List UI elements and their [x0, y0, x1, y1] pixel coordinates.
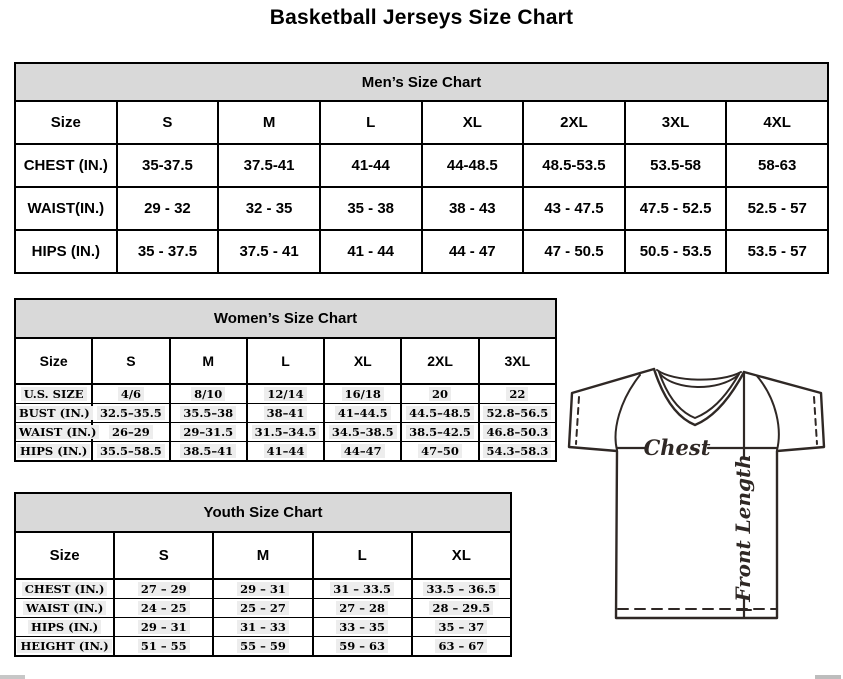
measurement-cell — [479, 442, 556, 462]
measurement-value: 44–47 — [341, 444, 385, 458]
measurement-value: 35 - 37.5 — [137, 243, 198, 260]
measurement-value: 31.5–34.5 — [252, 425, 320, 439]
measurement-value: 33.5 – 36.5 — [423, 582, 499, 596]
measurement-value: 33 – 35 — [336, 620, 388, 634]
measurement-cell — [324, 404, 401, 423]
size-column-header: M — [218, 101, 320, 144]
size-column-header: XL — [422, 101, 524, 144]
measurement-value: 50.5 - 53.5 — [639, 243, 712, 260]
armhole-seam-left — [616, 375, 640, 450]
measurement-cell — [401, 442, 478, 462]
measurement-cell — [170, 442, 247, 462]
measurement-row — [15, 442, 556, 462]
measurement-cell — [117, 230, 219, 273]
measurement-value: 63 – 67 — [435, 639, 487, 653]
measurement-value: 29–31.5 — [180, 425, 236, 439]
measurement-cell — [412, 618, 511, 637]
measurement-value: 44.5–48.5 — [406, 406, 474, 420]
horizontal-scrollbar-thumb-left[interactable] — [0, 675, 25, 679]
measurement-cell — [401, 404, 478, 423]
measurement-cell — [218, 230, 320, 273]
measurement-label-text: CHEST (IN.) — [22, 582, 108, 596]
measurement-value: 41-44 — [351, 157, 390, 174]
measurement-label — [15, 579, 114, 599]
measurement-label-text: HEIGHT (IN.) — [17, 639, 111, 653]
table-title-band — [15, 63, 828, 101]
measurement-value: 35 – 37 — [435, 620, 487, 634]
measurement-cell — [412, 579, 511, 599]
measurement-value: 38–41 — [264, 406, 308, 420]
measurement-value: 35.5–38 — [180, 406, 236, 420]
measurement-cell — [117, 187, 219, 230]
measurement-value: 31 – 33.5 — [330, 582, 394, 596]
measurement-cell — [313, 599, 412, 618]
measurement-value: 12/14 — [264, 387, 306, 401]
size-label-header: Size — [15, 101, 117, 144]
measurement-value: 51 – 55 — [138, 639, 190, 653]
measurement-cell — [422, 230, 524, 273]
measurement-value: 31 – 33 — [237, 620, 289, 634]
measurement-value: 32 - 35 — [245, 200, 293, 217]
measurement-value: 24 – 25 — [138, 601, 190, 615]
measurement-value: 43 - 47.5 — [544, 200, 604, 217]
measurement-label — [15, 618, 114, 637]
measurement-value: 54.3–58.3 — [483, 444, 551, 458]
measurement-cell — [218, 187, 320, 230]
table-title-band — [15, 299, 556, 338]
size-column-header: L — [247, 338, 324, 384]
size-column-header: S — [114, 532, 213, 579]
measurement-value: 32.5–35.5 — [97, 406, 165, 420]
measurement-value: 44 - 47 — [448, 243, 496, 260]
measurement-label-text: U.S. SIZE — [21, 387, 87, 401]
measurement-label — [15, 187, 117, 230]
measurement-cell — [213, 637, 312, 657]
measurement-cell — [170, 404, 247, 423]
measurement-label-text: CHEST (IN.) — [23, 157, 108, 174]
size-column-header: S — [117, 101, 219, 144]
measurement-cell — [213, 618, 312, 637]
measurement-cell — [320, 187, 422, 230]
measurement-cell — [401, 384, 478, 404]
measurement-value: 8/10 — [191, 387, 225, 401]
size-header-row — [15, 338, 556, 384]
youth-table-title: Youth Size Chart — [15, 493, 511, 532]
youth-size-table — [14, 492, 512, 657]
measurement-cell — [313, 579, 412, 599]
measurement-value: 38.5–41 — [180, 444, 236, 458]
size-column-header: 2XL — [523, 101, 625, 144]
measurement-value: 47 - 50.5 — [544, 243, 604, 260]
size-column-header: XL — [324, 338, 401, 384]
measurement-value: 34.5–38.5 — [329, 425, 397, 439]
measurement-label-text: WAIST (IN.) — [23, 601, 106, 615]
measurement-cell — [170, 423, 247, 442]
size-column-header: 4XL — [726, 101, 828, 144]
measurement-value: 29 – 31 — [237, 582, 289, 596]
measurement-row — [15, 637, 511, 657]
measurement-label — [15, 404, 92, 423]
mens-size-table — [14, 62, 829, 274]
size-column-header: M — [213, 532, 312, 579]
measurement-cell — [726, 187, 828, 230]
measurement-cell — [523, 144, 625, 187]
measurement-cell — [324, 384, 401, 404]
jersey-measurement-diagram — [556, 360, 841, 628]
measurement-cell — [726, 230, 828, 273]
measurement-cell — [479, 404, 556, 423]
measurement-cell — [114, 599, 213, 618]
horizontal-scrollbar-thumb-right[interactable] — [815, 675, 841, 679]
measurement-value: 38 - 43 — [448, 200, 496, 217]
measurement-value: 55 – 59 — [237, 639, 289, 653]
measurement-value: 20 — [429, 387, 451, 401]
measurement-cell — [92, 423, 169, 442]
measurement-label — [15, 637, 114, 657]
measurement-cell — [92, 404, 169, 423]
measurement-value: 22 — [506, 387, 528, 401]
measurement-cell — [324, 442, 401, 462]
size-header-row — [15, 101, 828, 144]
cuff-stitch-left-icon — [576, 397, 579, 444]
size-label-header: Size — [15, 338, 92, 384]
measurement-label — [15, 599, 114, 618]
measurement-cell — [523, 230, 625, 273]
measurement-value: 41 - 44 — [347, 243, 395, 260]
measurement-label — [15, 384, 92, 404]
size-column-header: L — [313, 532, 412, 579]
measurement-value: 53.5-58 — [650, 157, 701, 174]
measurement-cell — [213, 579, 312, 599]
measurement-cell — [247, 384, 324, 404]
measurement-cell — [114, 579, 213, 599]
measurement-value: 29 - 32 — [144, 200, 191, 217]
measurement-value: 35 - 38 — [347, 200, 395, 217]
measurement-value: 26–29 — [109, 425, 153, 439]
measurement-cell — [170, 384, 247, 404]
measurement-cell — [422, 144, 524, 187]
measurement-value: 35-37.5 — [142, 157, 193, 174]
measurement-value: 59 – 63 — [336, 639, 388, 653]
measurement-cell — [479, 423, 556, 442]
womens-table-title: Women’s Size Chart — [15, 299, 556, 338]
measurement-cell — [625, 144, 727, 187]
measurement-value: 37.5 - 41 — [239, 243, 299, 260]
size-column-header: M — [170, 338, 247, 384]
measurement-row — [15, 384, 556, 404]
chest-label: Chest — [643, 435, 711, 460]
measurement-cell — [92, 384, 169, 404]
measurement-cell — [247, 404, 324, 423]
measurement-label-text: WAIST (IN.) — [16, 425, 99, 439]
size-column-header: 2XL — [401, 338, 478, 384]
measurement-cell — [114, 618, 213, 637]
measurement-row — [15, 599, 511, 618]
measurement-cell — [479, 384, 556, 404]
size-header-row — [15, 532, 511, 579]
measurement-label-text: WAIST(IN.) — [27, 200, 105, 217]
measurement-value: 27 – 29 — [138, 582, 190, 596]
measurement-value: 52.5 - 57 — [747, 200, 807, 217]
collar-rib-arc-1 — [657, 370, 741, 380]
womens-size-table — [14, 298, 557, 462]
measurement-value: 25 – 27 — [237, 601, 289, 615]
measurement-cell — [92, 442, 169, 462]
measurement-row — [15, 404, 556, 423]
measurement-value: 48.5-53.5 — [542, 157, 606, 174]
measurement-value: 53.5 - 57 — [747, 243, 807, 260]
measurement-cell — [625, 187, 727, 230]
measurement-value: 58-63 — [758, 157, 797, 174]
page-title: Basketball Jerseys Size Chart — [269, 6, 574, 29]
measurement-label-text: BUST (IN.) — [16, 406, 93, 420]
measurement-value: 16/18 — [342, 387, 384, 401]
armhole-seam-right — [757, 376, 779, 450]
measurement-label-text: HIPS (IN.) — [17, 444, 90, 458]
measurement-row — [15, 187, 828, 230]
measurement-value: 41–44 — [264, 444, 308, 458]
measurement-label-text: HIPS (IN.) — [31, 243, 100, 260]
measurement-value: 29 – 31 — [138, 620, 190, 634]
measurement-cell — [114, 637, 213, 657]
measurement-value: 52.8–56.5 — [483, 406, 551, 420]
mens-table-title: Men’s Size Chart — [15, 63, 828, 101]
measurement-label-text: HIPS (IN.) — [28, 620, 101, 634]
measurement-cell — [117, 144, 219, 187]
measurement-cell — [324, 423, 401, 442]
size-column-header: XL — [412, 532, 511, 579]
measurement-label — [15, 423, 97, 442]
measurement-cell — [412, 637, 511, 657]
measurement-value: 44-48.5 — [446, 157, 498, 174]
measurement-cell — [313, 618, 412, 637]
measurement-value: 46.8–50.3 — [483, 425, 551, 439]
measurement-row — [15, 579, 511, 599]
measurement-row — [15, 618, 511, 637]
measurement-value: 27 – 28 — [336, 601, 388, 615]
measurement-value: 38.5–42.5 — [406, 425, 474, 439]
measurement-cell — [320, 144, 422, 187]
measurement-value: 47–50 — [418, 444, 462, 458]
measurement-cell — [247, 423, 324, 442]
measurement-cell — [523, 187, 625, 230]
table-title-band — [15, 493, 511, 532]
size-label-header: Size — [15, 532, 114, 579]
jersey-outline — [569, 369, 824, 618]
measurement-label — [15, 144, 117, 187]
measurement-cell — [247, 442, 324, 462]
size-column-header: S — [92, 338, 169, 384]
size-column-header: 3XL — [625, 101, 727, 144]
measurement-cell — [218, 144, 320, 187]
measurement-row — [15, 423, 556, 442]
measurement-value: 41–44.5 — [335, 406, 391, 420]
size-column-header: 3XL — [479, 338, 556, 384]
cuff-stitch-right-icon — [814, 397, 817, 444]
measurement-label — [15, 230, 117, 273]
measurement-cell — [320, 230, 422, 273]
measurement-cell — [313, 637, 412, 657]
measurement-value: 35.5–58.5 — [97, 444, 165, 458]
measurement-value: 47.5 - 52.5 — [639, 200, 712, 217]
measurement-value: 37.5-41 — [243, 157, 295, 174]
front-length-label: Front Length — [731, 454, 755, 602]
measurement-row — [15, 230, 828, 273]
measurement-cell — [422, 187, 524, 230]
measurement-label — [15, 442, 92, 462]
measurement-value: 28 – 29.5 — [429, 601, 493, 615]
measurement-cell — [625, 230, 727, 273]
measurement-cell — [412, 599, 511, 618]
measurement-value: 4/6 — [118, 387, 144, 401]
measurement-cell — [726, 144, 828, 187]
size-column-header: L — [320, 101, 422, 144]
measurement-cell — [401, 423, 478, 442]
measurement-row — [15, 144, 828, 187]
measurement-cell — [213, 599, 312, 618]
